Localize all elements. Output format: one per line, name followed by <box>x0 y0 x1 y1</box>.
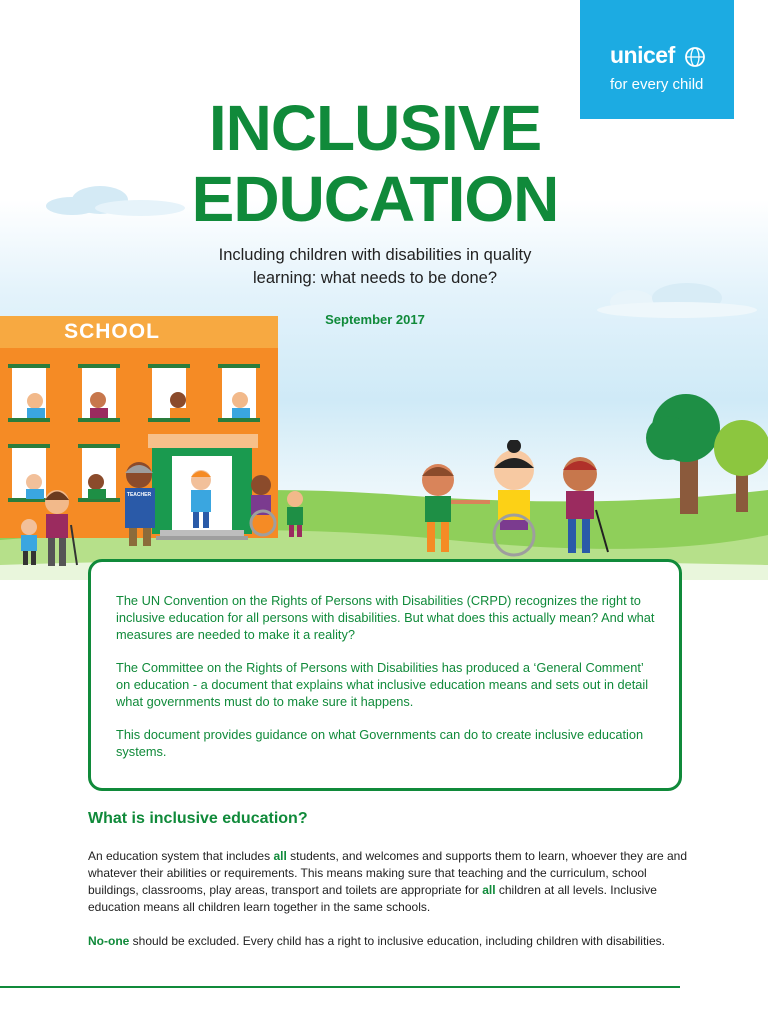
text-run: students, and welcomes and supports them to learn, whoever they are and whatever their abilities or requirements. This means making sure that teaching and the curriculum, school buildings, classrooms, play areas, transport and toilets are appropriate for <box>88 849 688 897</box>
logo-name: unicef <box>610 42 675 68</box>
section-paragraph-1 <box>88 848 688 916</box>
text-run: should be excluded. Every child has a right to inclusive education, including children with disabilities. <box>129 934 665 948</box>
trees <box>640 388 768 518</box>
logo-tagline: for every child <box>610 76 704 93</box>
emphasis-no-one: No-one <box>88 934 130 948</box>
section-heading: What is inclusive education? <box>88 810 308 827</box>
intro-box <box>88 559 682 791</box>
intro-paragraph-2: The Committee on the Rights of Persons with Disabilities has produced a ‘General Comment’ on education - a document that explains what inclusive education means and sets out in detail what governments must do to make sure it happens. <box>116 660 649 709</box>
intro-paragraph-3: This document provides guidance on what Governments can do to create inclusive education systems. <box>116 727 644 759</box>
school-sign: SCHOOL <box>64 320 160 343</box>
intro-paragraph-1: The UN Convention on the Rights of Persons with Disabilities (CRPD) recognizes the right to inclusive education for all persons with disabilities. But what does this actually mean? And what measures are needed to make it a reality? <box>116 593 655 642</box>
subtitle: Including children with disabilities in quality learning: what needs to be done? <box>218 246 532 287</box>
globe-icon <box>684 46 706 68</box>
children-holding-hands <box>400 440 630 560</box>
people-at-school <box>5 455 325 575</box>
text-run: children at all levels. Inclusive education means all children learn together in the same schools. <box>88 883 657 914</box>
bottom-rule <box>0 986 680 988</box>
title-line-2: EDUCATION <box>191 163 559 235</box>
text-run: An education system that includes <box>88 849 274 863</box>
emphasis-all: all <box>482 883 496 897</box>
teacher-badge: TEACHER <box>126 492 152 498</box>
section-paragraph-2 <box>88 933 688 950</box>
cloud-right <box>592 280 762 320</box>
emphasis-all: all <box>273 849 287 863</box>
publication-date: September 2017 <box>325 312 425 327</box>
title-line-1: INCLUSIVE <box>208 92 542 164</box>
